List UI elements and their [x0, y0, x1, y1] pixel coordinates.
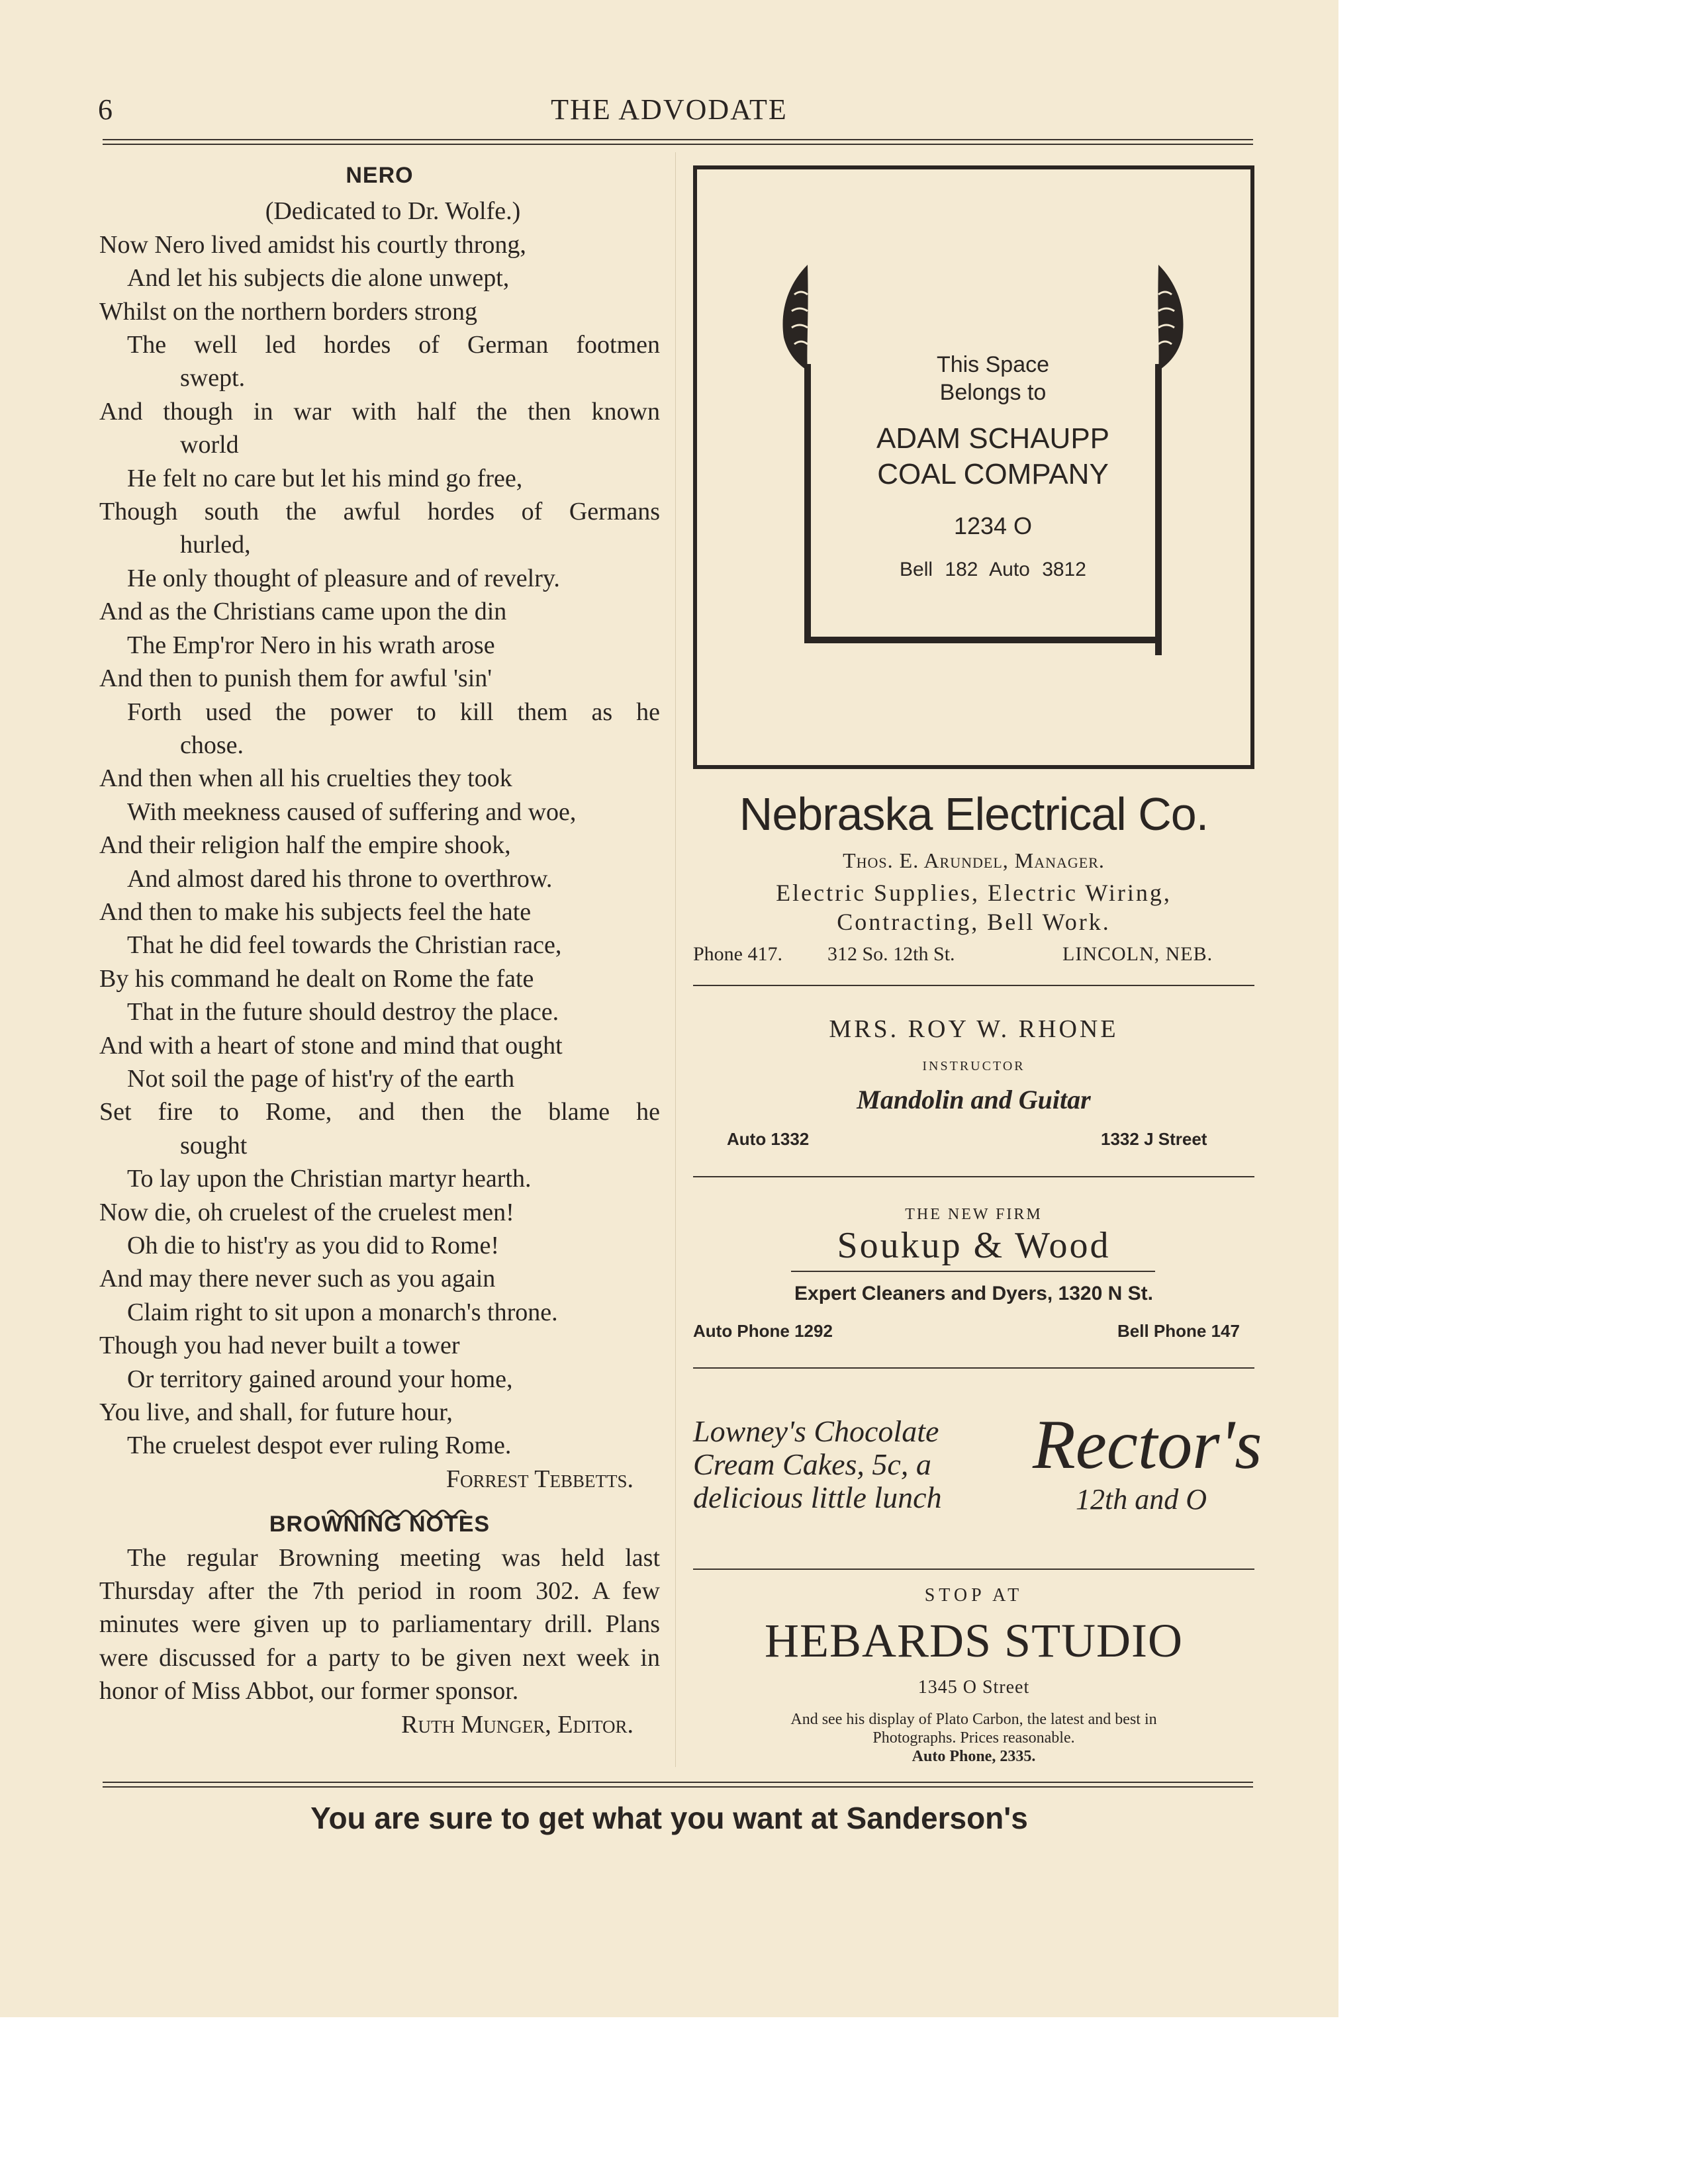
- electrical-city: LINCOLN, NEB.: [1062, 943, 1213, 965]
- poem-line: And then to make his subjects feel the hate: [99, 897, 532, 926]
- soukup-service: Expert Cleaners and Dyers, 1320 N St.: [794, 1283, 1153, 1304]
- browning-body: The regular Browning meeting was held last Thursday after the 7th period in room 302. A few minutes were given up to parliamentary drill. Plans were discussed for a party to be given next week in honor of Miss Abbot, our former sponsor.: [99, 1543, 660, 1706]
- hebard-desc-2: Photographs. Prices reasonable.: [872, 1729, 1075, 1747]
- poem-line: To lay upon the Christian martyr hearth.: [127, 1165, 532, 1193]
- rector-tag-2: Cream Cakes, 5c, a: [693, 1447, 931, 1481]
- poem-line: And let his subjects die alone unwept,: [127, 264, 510, 293]
- divider: [693, 1367, 1254, 1369]
- poem-line: And then when all his cruelties they took: [99, 764, 512, 793]
- electrical-name: Nebraska Electrical Co.: [739, 788, 1209, 840]
- coal-ad-text: [741, 351, 1244, 581]
- electrical-services-2: Contracting, Bell Work.: [837, 909, 1111, 935]
- poem-line: Now Nero lived amidst his courtly throng,: [99, 230, 526, 259]
- electrical-services-1: Electric Supplies, Electric Wiring,: [776, 880, 1172, 906]
- poem-line: And almost dared his throne to overthrow.: [127, 864, 553, 893]
- rhone-auto: Auto 1332: [727, 1129, 810, 1149]
- coal-line-2: Belongs to: [939, 380, 1047, 405]
- coal-line-1: This Space: [936, 352, 1050, 377]
- poem-line: He only thought of pleasure and of revelry.: [127, 564, 560, 592]
- poem-line: The cruelest despot ever ruling Rome.: [127, 1432, 512, 1460]
- poem-line: The Emp'ror Nero in his wrath arose: [127, 631, 495, 659]
- electrical-phone: Phone 417.: [693, 943, 782, 965]
- hebard-address: 1345 O Street: [917, 1677, 1030, 1698]
- footer-rule: [103, 1782, 1253, 1788]
- soukup-name: Soukup & Wood: [837, 1225, 1111, 1266]
- poem-line: hurled,: [180, 531, 251, 559]
- soukup-tag: THE NEW FIRM: [905, 1206, 1043, 1223]
- coal-company-name-1: ADAM SCHAUPP: [876, 422, 1110, 455]
- divider: [791, 1271, 1155, 1272]
- poem-line: With meekness caused of suffering and woe,: [127, 797, 577, 826]
- poem-line: Whilst on the northern borders strong: [99, 297, 477, 326]
- electrical-address: 312 So. 12th St.: [827, 943, 955, 965]
- coal-company-name-2: COAL COMPANY: [877, 458, 1109, 490]
- divider: [693, 985, 1254, 986]
- hebard-name: HEBARDS STUDIO: [764, 1614, 1184, 1667]
- poem-line: You live, and shall, for future hour,: [99, 1398, 453, 1427]
- poem-line: sought: [180, 1131, 248, 1160]
- nero-dedication: (Dedicated to Dr. Wolfe.): [265, 197, 521, 226]
- divider: [693, 1176, 1254, 1177]
- divider: [693, 1569, 1254, 1570]
- hebard-tag: STOP AT: [924, 1585, 1023, 1606]
- rector-tag-3: delicious little lunch: [693, 1480, 942, 1514]
- poem-line: Though south the awful hordes of Germans: [99, 498, 660, 526]
- poem-line: The well led hordes of German footmen: [127, 331, 660, 359]
- hebard-phone: Auto Phone, 2335.: [912, 1748, 1036, 1765]
- poem-line: Forth used the power to kill them as he: [127, 698, 660, 726]
- poem-line: Now die, oh cruelest of the cruelest men!: [99, 1198, 514, 1226]
- poem-line: That in the future should destroy the place.: [127, 998, 559, 1026]
- rector-address: 12th and O: [1076, 1483, 1207, 1516]
- poem-line: chose.: [180, 731, 244, 759]
- rhone-address: 1332 J Street: [1101, 1129, 1207, 1149]
- poem-line: He felt no care but let his mind go free,: [127, 464, 523, 492]
- rhone-name: MRS. ROY W. RHONE: [829, 1015, 1119, 1043]
- header-rule: [103, 139, 1253, 145]
- poem-line: And may there never such as you again: [99, 1265, 496, 1293]
- rector-tag-1: Lowney's Chocolate: [693, 1414, 939, 1448]
- rhone-role: INSTRUCTOR: [922, 1059, 1025, 1073]
- poem-line: That he did feel towards the Christian race,: [127, 931, 562, 960]
- rhone-subject: Mandolin and Guitar: [857, 1085, 1091, 1115]
- poem-line: By his command he dealt on Rome the fate: [99, 964, 534, 993]
- column-divider: [675, 152, 676, 1767]
- poem-line: Oh die to hist'ry as you did to Rome!: [127, 1232, 500, 1259]
- coal-address: 1234 O: [953, 512, 1033, 539]
- browning-title: BROWNING NOTES: [269, 1512, 491, 1537]
- poem-line: And their religion half the empire shook,: [99, 831, 511, 860]
- poem-line: Claim right to sit upon a monarch's throne.: [127, 1298, 558, 1326]
- masthead-title: THE ADVODATE: [551, 93, 788, 126]
- footer-slogan: You are sure to get what you want at Sanderson's: [310, 1801, 1028, 1835]
- poem-line: world: [180, 431, 239, 459]
- poem-line: And then to punish them for awful 'sin': [99, 664, 492, 693]
- poem-line: swept.: [180, 364, 246, 392]
- left-column: [99, 159, 660, 1741]
- poem-line: And with a heart of stone and mind that ought: [99, 1031, 563, 1060]
- page-number: 6: [98, 93, 113, 126]
- rector-tagline: [693, 1415, 942, 1514]
- soukup-auto: Auto Phone 1292: [693, 1321, 833, 1341]
- nero-title: NERO: [346, 163, 414, 188]
- coal-phones: Bell 182 Auto 3812: [900, 559, 1086, 580]
- nero-author: Forrest Tebbetts.: [445, 1465, 633, 1493]
- poem-line: Or territory gained around your home,: [127, 1365, 513, 1393]
- rector-name: Rector's: [1033, 1406, 1262, 1483]
- nero-poem: [99, 228, 660, 1463]
- hebard-description: [693, 1710, 1254, 1766]
- electrical-manager: Thos. E. Arundel, Manager.: [843, 848, 1105, 872]
- poem-line: Set fire to Rome, and then the blame he: [99, 1098, 660, 1126]
- poem-line: Not soil the page of hist'ry of the earth: [127, 1064, 515, 1093]
- browning-signature: Ruth Munger, Editor.: [401, 1710, 633, 1739]
- hebard-desc-1: And see his display of Plato Carbon, the latest and best in: [790, 1711, 1157, 1728]
- soukup-bell: Bell Phone 147: [1117, 1321, 1240, 1341]
- poem-line: And though in war with half the then known: [99, 397, 660, 426]
- poem-line: Though you had never built a tower: [99, 1332, 460, 1360]
- poem-line: And as the Christians came upon the din: [99, 598, 507, 626]
